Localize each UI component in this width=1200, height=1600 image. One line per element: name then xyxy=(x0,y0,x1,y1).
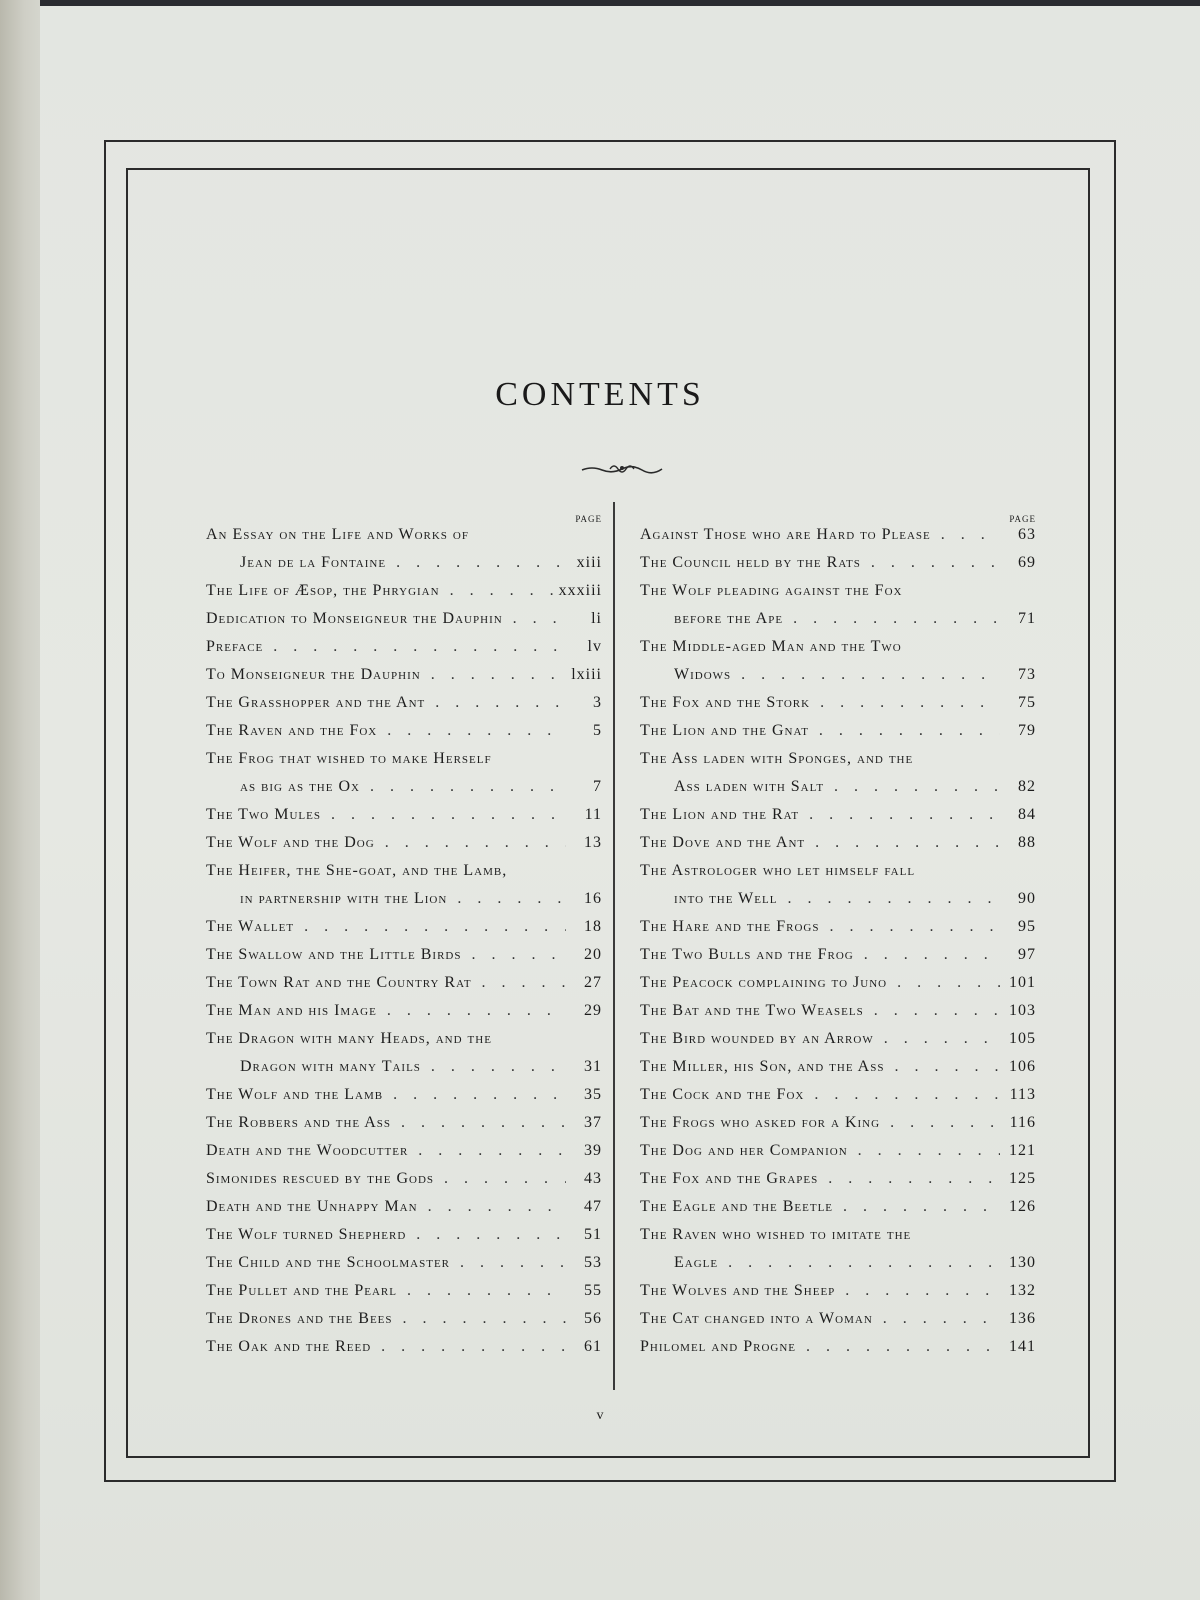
toc-line xyxy=(206,666,602,694)
toc-line xyxy=(640,1114,1036,1142)
toc-entry-title: The Frogs who asked for a King xyxy=(640,1114,881,1131)
toc-entry-title: The Lion and the Rat xyxy=(640,806,800,823)
dot-leader xyxy=(447,890,566,908)
toc-entry xyxy=(206,806,602,834)
toc-entry xyxy=(206,918,602,946)
toc-entry-title: The Wolf and the Lamb xyxy=(206,1086,384,1103)
toc-entry-title: Philomel and Progne xyxy=(640,1338,797,1355)
toc-line xyxy=(206,1310,602,1338)
toc-entry xyxy=(206,722,602,750)
toc-page-number: 35 xyxy=(584,1086,602,1103)
toc-entry-title: Dedication to Monseigneur the Dauphin xyxy=(206,610,503,627)
toc-line xyxy=(206,1338,602,1366)
dot-leader xyxy=(503,610,566,628)
toc-entry xyxy=(206,1226,602,1254)
toc-page-number: 126 xyxy=(1009,1198,1036,1215)
toc-entry xyxy=(640,638,1036,694)
toc-line xyxy=(640,946,1036,974)
toc-line xyxy=(640,1338,1036,1366)
toc-entry-title: The Dove and the Ant xyxy=(640,834,806,851)
toc-entry xyxy=(640,918,1036,946)
toc-entry-title: To Monseigneur the Dauphin xyxy=(206,666,421,683)
toc-page-number: 63 xyxy=(1018,526,1036,543)
toc-page-number: 3 xyxy=(593,694,602,711)
toc-entry xyxy=(206,638,602,666)
toc-entry-title: The Wolf and the Dog xyxy=(206,834,375,851)
toc-entry xyxy=(206,610,602,638)
toc-line xyxy=(640,918,1036,946)
toc-entry-title: as big as the Ox xyxy=(240,778,360,795)
toc-entry-title: The Two Mules xyxy=(206,806,321,823)
toc-entry-title: The Raven and the Fox xyxy=(206,722,378,739)
toc-entry xyxy=(206,1030,602,1086)
toc-entry-title: The Dog and her Companion xyxy=(640,1142,848,1159)
toc-line xyxy=(640,1198,1036,1226)
toc-line xyxy=(206,1226,602,1254)
toc-page-number: 47 xyxy=(584,1198,602,1215)
toc-line xyxy=(206,1170,602,1198)
toc-entry-title: The Frog that wished to make Herself xyxy=(206,750,492,767)
toc-line xyxy=(206,750,602,778)
toc-page-number: 79 xyxy=(1018,722,1036,739)
toc-entry xyxy=(206,526,602,582)
toc-page-number: lxiii xyxy=(571,666,602,683)
toc-entry-title: The Man and his Image xyxy=(206,1002,377,1019)
dot-leader xyxy=(472,974,566,992)
toc-entry-title: The Fox and the Grapes xyxy=(640,1170,819,1187)
toc-line xyxy=(206,554,602,582)
toc-entry xyxy=(640,946,1036,974)
toc-page-number: 29 xyxy=(584,1002,602,1019)
dot-leader xyxy=(397,1282,566,1300)
toc-line xyxy=(640,778,1036,806)
toc-page-number: 18 xyxy=(584,918,602,935)
toc-line xyxy=(640,1170,1036,1198)
dot-leader xyxy=(873,1310,1000,1328)
toc-entry-title: into the Well xyxy=(674,890,778,907)
toc-entry-title: Death and the Unhappy Man xyxy=(206,1198,418,1215)
toc-line xyxy=(206,526,602,554)
toc-entry-title: The Miller, his Son, and the Ass xyxy=(640,1058,885,1075)
toc-page-number: 55 xyxy=(584,1282,602,1299)
toc-entry xyxy=(640,1170,1036,1198)
toc-entry xyxy=(640,1142,1036,1170)
toc-line xyxy=(206,1030,602,1058)
toc-entry xyxy=(640,1002,1036,1030)
toc-line xyxy=(640,694,1036,722)
toc-page-number: 116 xyxy=(1009,1114,1036,1131)
toc-page-number: 69 xyxy=(1018,554,1036,571)
dot-leader xyxy=(377,722,566,740)
ornament-icon xyxy=(580,462,664,476)
toc-line xyxy=(206,890,602,918)
dot-leader xyxy=(810,694,1000,712)
dot-leader xyxy=(375,834,566,852)
toc-entry-title: Against Those who are Hard to Please xyxy=(640,526,931,543)
toc-entry xyxy=(640,1226,1036,1282)
toc-page-number: 20 xyxy=(584,946,602,963)
toc-page-number: 90 xyxy=(1018,890,1036,907)
toc-entry xyxy=(206,666,602,694)
dot-leader xyxy=(434,1170,566,1188)
dot-leader xyxy=(809,722,1000,740)
toc-entry-title: The Bat and the Two Weasels xyxy=(640,1002,864,1019)
toc-entry-title: The Wallet xyxy=(206,918,295,935)
toc-entry xyxy=(640,862,1036,918)
toc-line xyxy=(640,974,1036,1002)
toc-entry-title: The Town Rat and the Country Rat xyxy=(206,974,472,991)
toc-entry xyxy=(206,1002,602,1030)
toc-page-number: 130 xyxy=(1009,1254,1036,1271)
dot-leader xyxy=(854,946,1000,964)
toc-entry-title: The Drones and the Bees xyxy=(206,1310,393,1327)
toc-entry-title: The Two Bulls and the Frog xyxy=(640,946,854,963)
toc-entry-title: The Ass laden with Sponges, and the xyxy=(640,750,914,767)
toc-line xyxy=(640,862,1036,890)
toc-line xyxy=(206,1002,602,1030)
toc-line xyxy=(206,1058,602,1086)
dot-leader xyxy=(805,834,1000,852)
dot-leader xyxy=(880,1114,1000,1132)
toc-page-number: 75 xyxy=(1018,694,1036,711)
toc-entry xyxy=(640,554,1036,582)
toc-entry-title: The Pullet and the Pearl xyxy=(206,1282,397,1299)
dot-leader xyxy=(884,1058,1000,1076)
toc-page-number: 56 xyxy=(584,1310,602,1327)
toc-line xyxy=(640,610,1036,638)
toc-entry-title: The Lion and the Gnat xyxy=(640,722,809,739)
toc-entry-title: The Heifer, the She-goat, and the Lamb, xyxy=(206,862,508,879)
toc-page-number: 101 xyxy=(1009,974,1036,991)
dot-leader xyxy=(804,1086,1000,1104)
toc-line xyxy=(206,1086,602,1114)
toc-line xyxy=(206,722,602,750)
toc-entry xyxy=(640,1310,1036,1338)
toc-page-number: 113 xyxy=(1009,1086,1036,1103)
dot-leader xyxy=(783,610,1000,628)
toc-page-number: 7 xyxy=(593,778,602,795)
toc-entry xyxy=(640,974,1036,1002)
toc-entry xyxy=(640,806,1036,834)
toc-line xyxy=(206,610,602,638)
toc-entry xyxy=(640,722,1036,750)
toc-page-number: lv xyxy=(587,638,602,655)
dot-leader xyxy=(864,1002,1000,1020)
dot-leader xyxy=(819,918,1000,936)
toc-entry xyxy=(206,1142,602,1170)
toc-entry-title: The Bird wounded by an Arrow xyxy=(640,1030,874,1047)
toc-line xyxy=(206,694,602,722)
dot-leader xyxy=(383,1086,566,1104)
toc-line xyxy=(640,1310,1036,1338)
toc-line xyxy=(640,722,1036,750)
toc-entry-title: The Child and the Schoolmaster xyxy=(206,1254,450,1271)
dot-leader xyxy=(833,1198,1000,1216)
toc-page-number: 97 xyxy=(1018,946,1036,963)
toc-entry-title: The Wolves and the Sheep xyxy=(640,1282,836,1299)
dot-leader xyxy=(263,638,566,656)
toc-entry xyxy=(206,1114,602,1142)
toc-entry-title: before the Ape xyxy=(674,610,784,627)
dot-leader xyxy=(450,1254,566,1272)
toc-line xyxy=(206,918,602,946)
page-number: v xyxy=(596,1408,604,1423)
toc-entry-title: The Fox and the Stork xyxy=(640,694,811,711)
toc-entry xyxy=(640,526,1036,554)
toc-line xyxy=(640,1226,1036,1254)
toc-entry-title: The Raven who wished to imitate the xyxy=(640,1226,912,1243)
toc-page-number: 53 xyxy=(584,1254,602,1271)
toc-entry-title: Widows xyxy=(674,666,732,683)
toc-entry-title: Eagle xyxy=(674,1254,719,1271)
toc-entry xyxy=(206,1086,602,1114)
toc-entry-title: The Cock and the Fox xyxy=(640,1086,805,1103)
toc-entry-title: The Eagle and the Beetle xyxy=(640,1198,834,1215)
toc-page-number: 82 xyxy=(1018,778,1036,795)
dot-leader xyxy=(874,1030,1000,1048)
dot-leader xyxy=(799,806,1000,824)
toc-entry-title: Preface xyxy=(206,638,264,655)
dot-leader xyxy=(731,666,1000,684)
page-header-label: PAGE xyxy=(575,514,602,524)
toc-entry-title: The Wolf turned Shepherd xyxy=(206,1226,407,1243)
toc-page-number: 71 xyxy=(1018,610,1036,627)
toc-entry-title: The Council held by the Rats xyxy=(640,554,861,571)
toc-page-number: xiii xyxy=(576,554,602,571)
toc-entry xyxy=(640,582,1036,638)
toc-entry-title: The Middle-aged Man and the Two xyxy=(640,638,902,655)
toc-line xyxy=(640,834,1036,862)
toc-entry-title: An Essay on the Life and Works of xyxy=(206,526,469,543)
toc-line xyxy=(640,554,1036,582)
dot-leader xyxy=(887,974,1000,992)
toc-line xyxy=(640,1030,1036,1058)
toc-line xyxy=(640,806,1036,834)
toc-line xyxy=(206,806,602,834)
dot-leader xyxy=(391,1114,566,1132)
toc-entry xyxy=(206,974,602,1002)
toc-line xyxy=(640,666,1036,694)
toc-entry xyxy=(206,750,602,806)
page-header-label: PAGE xyxy=(1009,514,1036,524)
dot-leader xyxy=(718,1254,1000,1272)
toc-line xyxy=(640,1142,1036,1170)
dot-leader xyxy=(421,666,566,684)
toc-entry xyxy=(640,750,1036,806)
dot-leader xyxy=(321,806,566,824)
toc-line xyxy=(206,974,602,1002)
toc-line xyxy=(640,1282,1036,1310)
toc-page-number: li xyxy=(591,610,602,627)
toc-entry xyxy=(640,1282,1036,1310)
dot-leader xyxy=(824,778,1000,796)
toc-entry xyxy=(640,694,1036,722)
dot-leader xyxy=(408,1142,566,1160)
dot-leader xyxy=(371,1338,566,1356)
toc-entry xyxy=(206,1254,602,1282)
dot-leader xyxy=(931,526,1000,544)
toc-entry xyxy=(640,834,1036,862)
toc-entry-title: The Grasshopper and the Ant xyxy=(206,694,426,711)
toc-page-number: 61 xyxy=(584,1338,602,1355)
toc-page-number: 5 xyxy=(593,722,602,739)
dot-leader xyxy=(861,554,1000,572)
toc-entry xyxy=(206,862,602,918)
toc-line xyxy=(640,1002,1036,1030)
toc-entry-title: Ass laden with Salt xyxy=(674,778,825,795)
toc-entry xyxy=(206,946,602,974)
toc-page-number: 88 xyxy=(1018,834,1036,851)
toc-entry-title: The Swallow and the Little Birds xyxy=(206,946,462,963)
toc-page-number: 39 xyxy=(584,1142,602,1159)
toc-entry-title: The Robbers and the Ass xyxy=(206,1114,392,1131)
toc-entry xyxy=(206,834,602,862)
dot-leader xyxy=(818,1170,1000,1188)
toc-line xyxy=(640,890,1036,918)
dot-leader xyxy=(406,1226,566,1244)
toc-line xyxy=(206,862,602,890)
toc-line xyxy=(206,778,602,806)
column-divider xyxy=(613,502,615,1390)
toc-entry xyxy=(640,1086,1036,1114)
toc-entry-title: The Dragon with many Heads, and the xyxy=(206,1030,492,1047)
dot-leader xyxy=(421,1058,566,1076)
toc-page-number: 13 xyxy=(584,834,602,851)
toc-entry xyxy=(206,1198,602,1226)
toc-entry-title: Dragon with many Tails xyxy=(240,1058,421,1075)
toc-page-number: 16 xyxy=(584,890,602,907)
toc-page-number: 95 xyxy=(1018,918,1036,935)
toc-entry xyxy=(206,1170,602,1198)
dot-leader xyxy=(440,582,559,600)
toc-page-number: xxxiii xyxy=(558,582,602,599)
dot-leader xyxy=(835,1282,1000,1300)
toc-entry xyxy=(206,1282,602,1310)
toc-page-number: 106 xyxy=(1009,1058,1036,1075)
toc-entry-title: in partnership with the Lion xyxy=(240,890,448,907)
toc-entry-title: The Peacock complaining to Juno xyxy=(640,974,888,991)
toc-page-number: 51 xyxy=(584,1226,602,1243)
toc-page-number: 31 xyxy=(584,1058,602,1075)
dot-leader xyxy=(418,1198,566,1216)
toc-entry xyxy=(640,1338,1036,1366)
toc-page-number: 84 xyxy=(1018,806,1036,823)
toc-entry xyxy=(640,1058,1036,1086)
toc-line xyxy=(640,1058,1036,1086)
toc-page-number: 43 xyxy=(584,1170,602,1187)
toc-page-number: 11 xyxy=(584,806,602,823)
toc-page-number: 132 xyxy=(1009,1282,1036,1299)
toc-line xyxy=(206,638,602,666)
toc-entry-title: Simonides rescued by the Gods xyxy=(206,1170,435,1187)
dot-leader xyxy=(377,1002,566,1020)
dot-leader xyxy=(393,1310,567,1328)
toc-entry xyxy=(640,1030,1036,1058)
toc-entry-title: The Oak and the Reed xyxy=(206,1338,372,1355)
toc-page-number: 105 xyxy=(1009,1030,1036,1047)
toc-entry xyxy=(640,1198,1036,1226)
toc-page-number: 73 xyxy=(1018,666,1036,683)
toc-line xyxy=(640,750,1036,778)
toc-entry-title: Death and the Woodcutter xyxy=(206,1142,409,1159)
dot-leader xyxy=(848,1142,1000,1160)
toc-entry xyxy=(206,694,602,722)
toc-entry xyxy=(206,1338,602,1366)
toc-line xyxy=(206,834,602,862)
toc-page-number: 121 xyxy=(1009,1142,1036,1159)
dot-leader xyxy=(360,778,566,796)
toc-entry xyxy=(206,1310,602,1338)
toc-line xyxy=(640,638,1036,666)
toc-entry-title: The Astrologer who let himself fall xyxy=(640,862,916,879)
toc-page-number: 37 xyxy=(584,1114,602,1131)
dot-leader xyxy=(796,1338,1000,1356)
toc-entry xyxy=(206,582,602,610)
toc-entry-title: The Hare and the Frogs xyxy=(640,918,820,935)
toc-page-number: 136 xyxy=(1009,1310,1036,1327)
dot-leader xyxy=(777,890,1000,908)
dot-leader xyxy=(461,946,566,964)
dot-leader xyxy=(386,554,566,572)
dot-leader xyxy=(425,694,566,712)
toc-line xyxy=(640,582,1036,610)
toc-entry-title: Jean de la Fontaine xyxy=(240,554,387,571)
toc-page-number: 125 xyxy=(1009,1170,1036,1187)
toc-line xyxy=(640,1254,1036,1282)
toc-line xyxy=(206,582,602,610)
toc-page-number: 141 xyxy=(1009,1338,1036,1355)
toc-page-number: 103 xyxy=(1009,1002,1036,1019)
toc-line xyxy=(206,1254,602,1282)
toc-line xyxy=(206,1114,602,1142)
toc-entry-title: The Cat changed into a Woman xyxy=(640,1310,873,1327)
toc-line xyxy=(640,1086,1036,1114)
page-title: CONTENTS xyxy=(495,376,705,413)
toc-line xyxy=(206,1198,602,1226)
contents-column-right xyxy=(640,514,1036,1366)
toc-line xyxy=(640,526,1036,554)
toc-entry-title: The Life of Æsop, the Phrygian xyxy=(206,582,440,599)
toc-line xyxy=(206,1282,602,1310)
toc-line xyxy=(206,1142,602,1170)
contents-column-left xyxy=(206,514,602,1366)
toc-line xyxy=(206,946,602,974)
toc-entry xyxy=(640,1114,1036,1142)
toc-page-number: 27 xyxy=(584,974,602,991)
toc-entry-title: The Wolf pleading against the Fox xyxy=(640,582,903,599)
dot-leader xyxy=(294,918,566,936)
